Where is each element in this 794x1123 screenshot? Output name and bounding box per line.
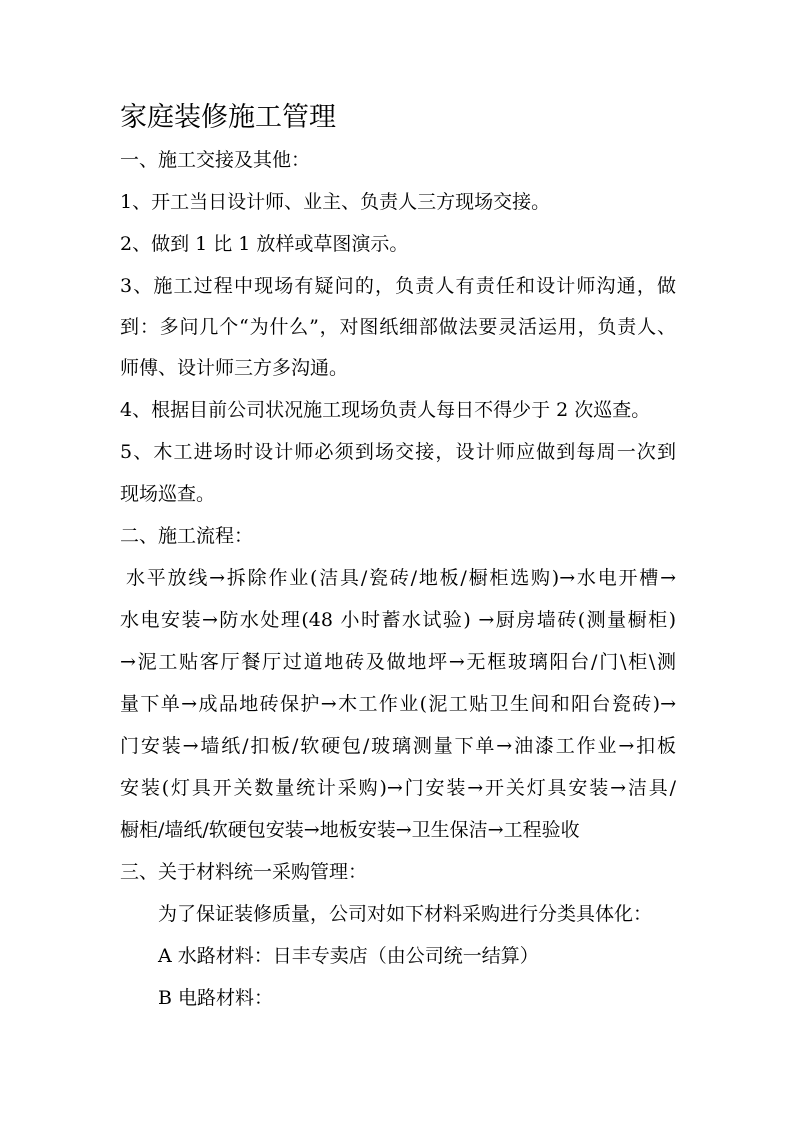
section1-item2: 2、做到 1 比 1 放样或草图演示。 [120,233,409,255]
flow-line-5: 门安装→墙纸/扣板/软硬包/玻璃测量下单→油漆工作业→扣板 [120,735,676,757]
section3-item-b: B 电路材料： [158,987,274,1009]
section1-item3-line1: 3、施工过程中现场有疑问的，负责人有责任和设计师沟通，做 [120,275,676,297]
section3-item-a: A 水路材料：日丰专卖店（由公司统一结算） [158,945,539,967]
flow-line-2: 水电安装→防水处理(48 小时蓄水试验) →厨房墙砖(测量橱柜) [120,609,676,631]
section3-heading: 三、关于材料统一采购管理： [120,861,368,883]
document-title: 家庭装修施工管理 [120,102,336,133]
section2-heading: 二、施工流程： [120,525,254,547]
section3-intro: 为了保证装修质量，公司对如下材料采购进行分类具体化： [158,903,653,925]
section1-item1: 1、开工当日设计师、业主、负责人三方现场交接。 [120,191,551,213]
flow-line-1: 水平放线→拆除作业(洁具/瓷砖/地板/橱柜选购)→水电开槽→ [126,567,676,589]
flow-line-6: 安装(灯具开关数量统计采购)→门安装→开关灯具安装→洁具/ [120,777,676,799]
section1-item3-line2: 到：多问几个“为什么”，对图纸细部做法要灵活运用，负责人、 [120,316,676,338]
section1-item4: 4、根据目前公司状况施工现场负责人每日不得少于 2 次巡查。 [120,399,651,421]
flow-line-3: →泥工贴客厅餐厅过道地砖及做地坪→无框玻璃阳台/门\柜\测 [120,651,676,673]
section1-item5-line1: 5、木工进场时设计师必须到场交接，设计师应做到每周一次到 [120,441,676,463]
section1-heading: 一、施工交接及其他： [120,149,311,171]
flow-line-7: 橱柜/墙纸/软硬包安装→地板安装→卫生保洁→工程验收 [120,819,580,841]
section1-item3-line3: 师傅、设计师三方多沟通。 [120,357,349,379]
section1-item5-line2: 现场巡查。 [120,483,216,505]
flow-line-4: 量下单→成品地砖保护→木工作业(泥工贴卫生间和阳台瓷砖)→ [120,693,676,715]
